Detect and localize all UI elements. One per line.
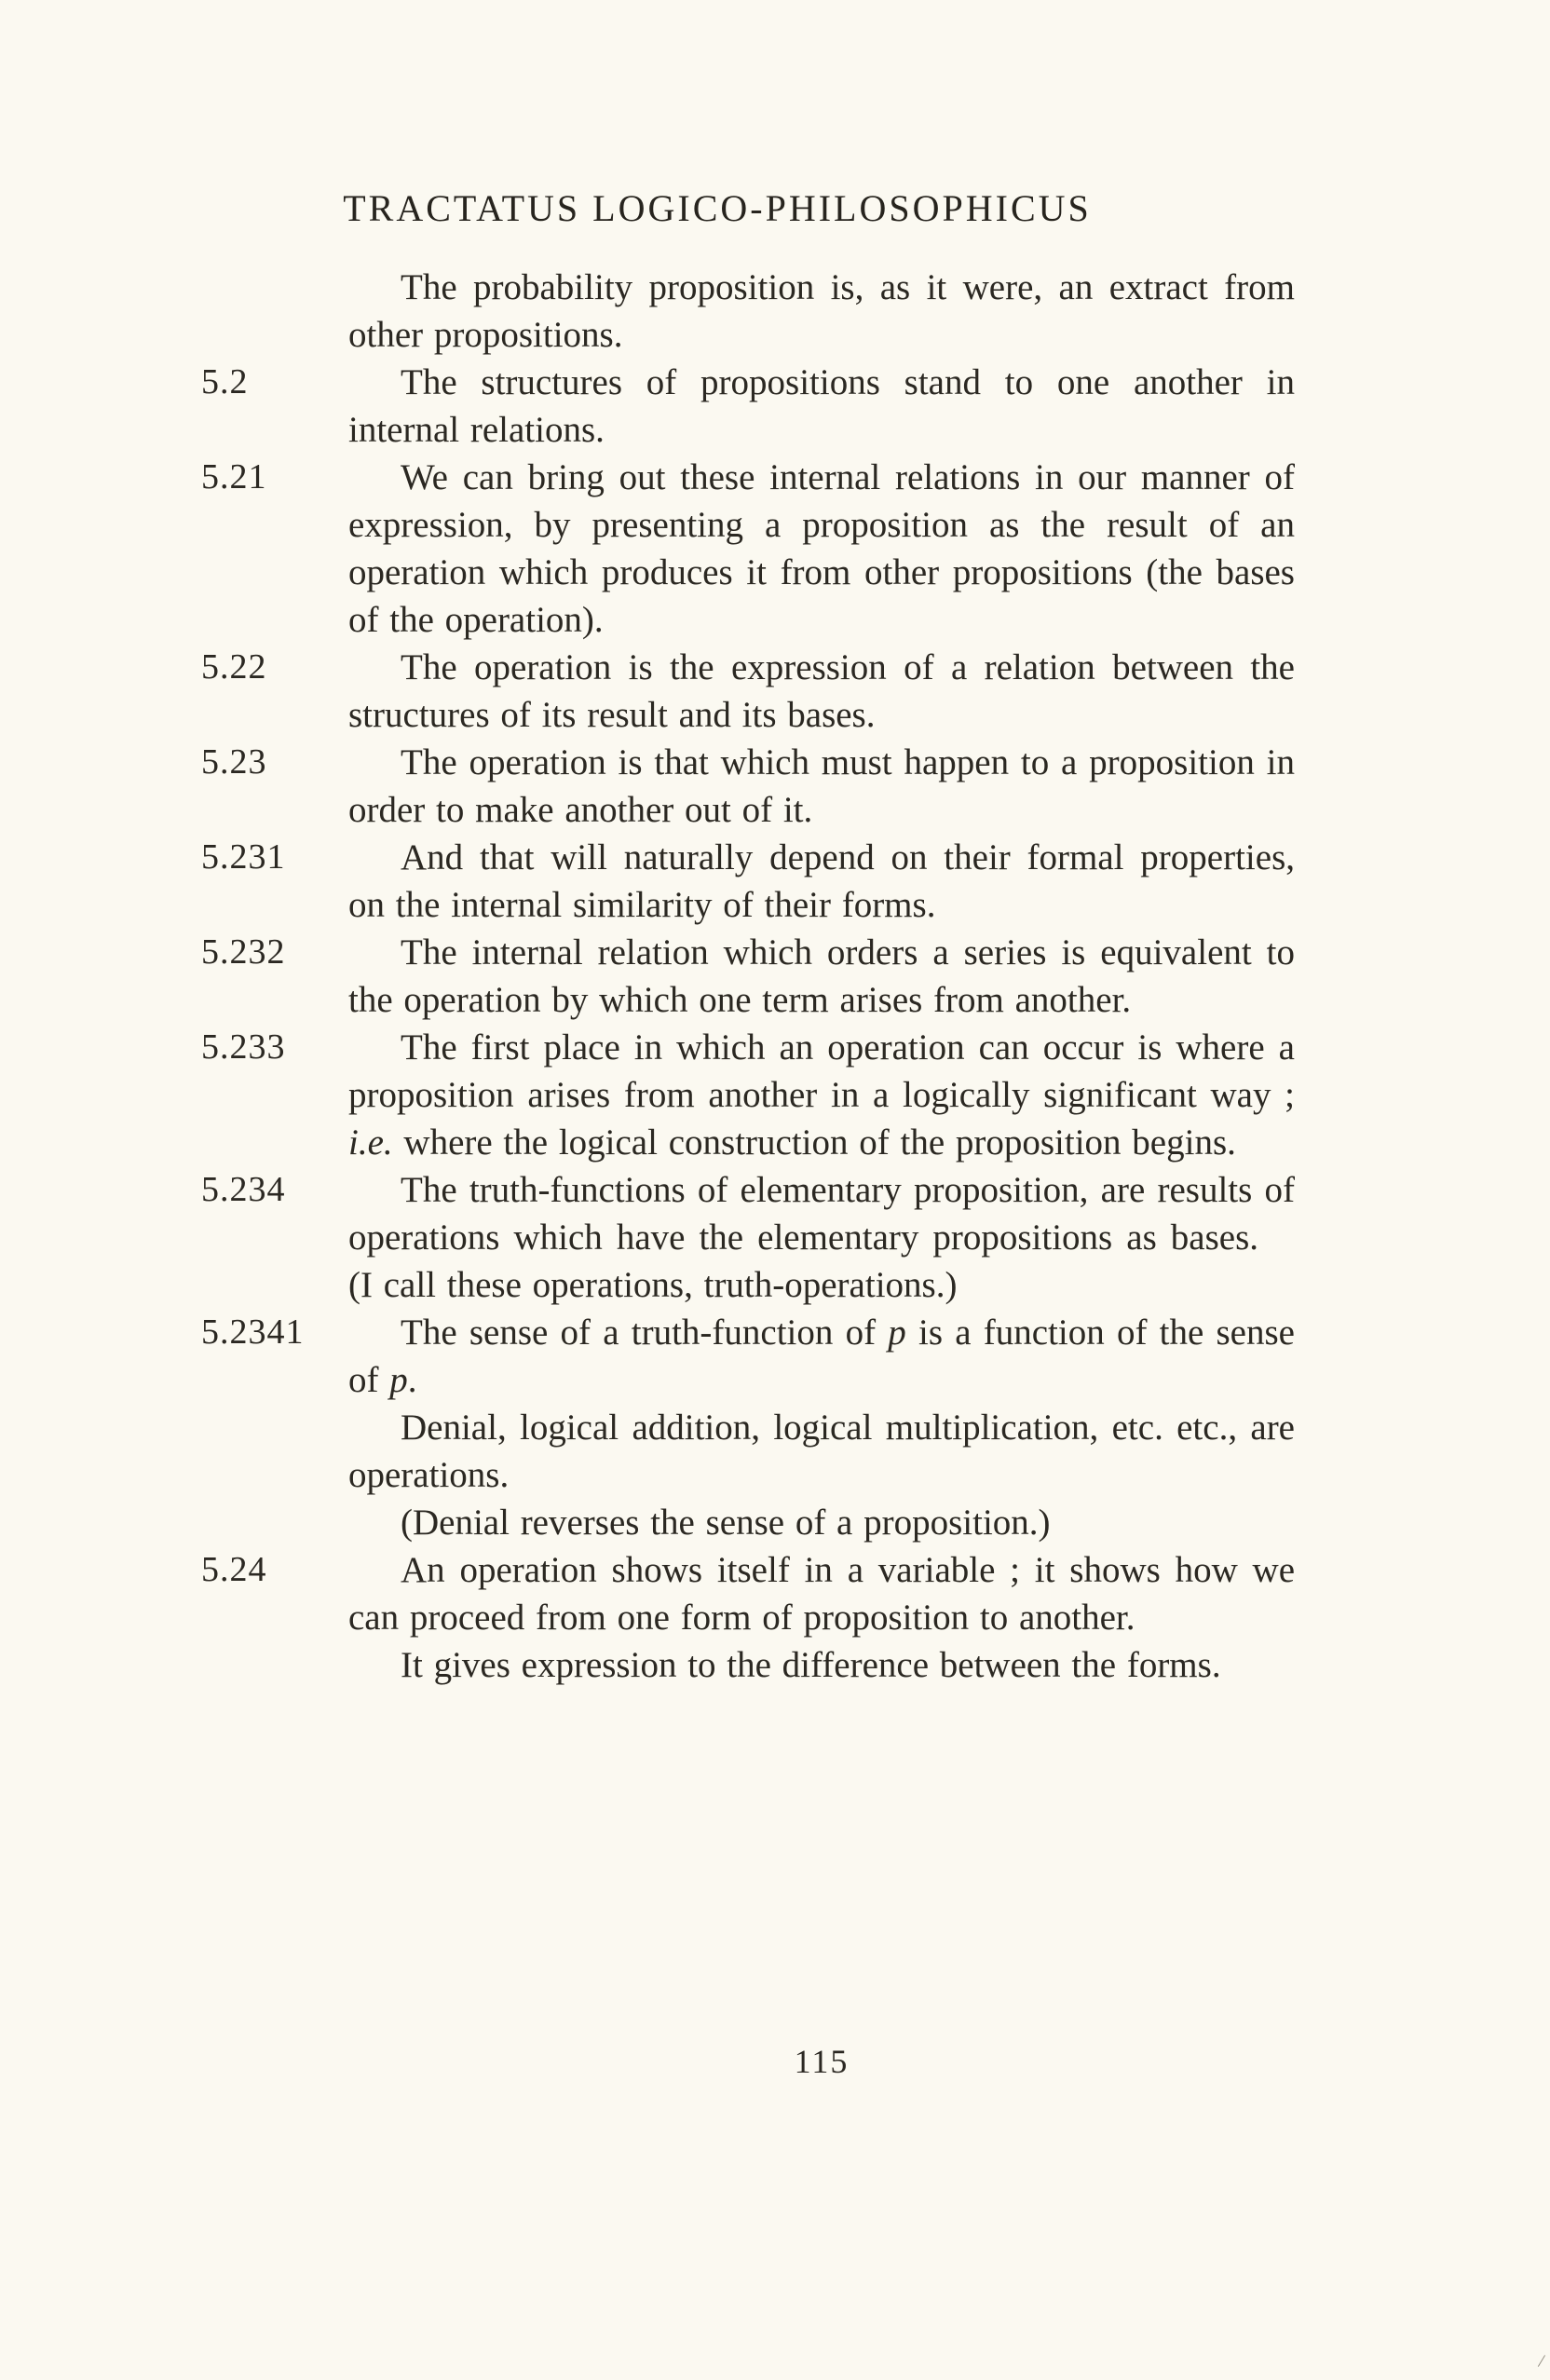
proposition bbox=[348, 1499, 1295, 1546]
proposition-number: 5.231 bbox=[201, 837, 286, 877]
proposition bbox=[348, 264, 1295, 359]
proposition-number: 5.22 bbox=[201, 647, 267, 687]
proposition bbox=[201, 644, 1295, 739]
proposition-number: 5.233 bbox=[201, 1027, 286, 1067]
proposition-text: The sense of a truth-function of p is a function of the sense of p. bbox=[348, 1312, 1295, 1400]
proposition-number: 5.23 bbox=[201, 742, 267, 782]
proposition-text: We can bring out these internal relations in our manner of expression, by presenting a proposition as the result of an operation which produces it from other propositions (the bases of the operation). bbox=[348, 457, 1295, 640]
proposition-text: The probability proposition is, as it were, an extract from other propositions. bbox=[348, 267, 1295, 355]
proposition bbox=[201, 359, 1295, 454]
proposition-text: The truth-functions of elementary proposition, are results of operations which have the elementary propositions as bases. (I call these operations, truth-operations.) bbox=[348, 1170, 1295, 1305]
proposition-text: It gives expression to the difference between the forms. bbox=[401, 1645, 1221, 1685]
proposition-text: The structures of propositions stand to one another in internal relations. bbox=[348, 362, 1295, 450]
proposition-text: An operation shows itself in a variable ; it shows how we can proceed from one form of proposition to another. bbox=[348, 1550, 1295, 1638]
proposition bbox=[201, 929, 1295, 1024]
page-number: 115 bbox=[794, 2043, 850, 2080]
proposition-number: 5.2 bbox=[201, 362, 249, 401]
proposition-number: 5.24 bbox=[201, 1550, 267, 1589]
proposition bbox=[201, 1024, 1295, 1166]
proposition bbox=[201, 1546, 1295, 1641]
proposition-text: (Denial reverses the sense of a proposition.) bbox=[401, 1503, 1051, 1543]
scan-edge-artifact: / bbox=[1537, 2350, 1547, 2373]
proposition-text: Denial, logical addition, logical multiplication, etc. etc., are operations. bbox=[348, 1408, 1295, 1495]
proposition-number: 5.234 bbox=[201, 1170, 286, 1209]
proposition-number: 5.21 bbox=[201, 457, 267, 496]
proposition bbox=[201, 1309, 1295, 1404]
proposition bbox=[201, 454, 1295, 644]
proposition-text: The internal relation which orders a series is equivalent to the operation by which one term arises from another. bbox=[348, 932, 1295, 1020]
propositions-list bbox=[201, 264, 1295, 1689]
page-title: TRACTATUS LOGICO-PHILOSOPHICUS bbox=[343, 187, 1092, 229]
proposition bbox=[348, 1641, 1295, 1689]
proposition-text: The first place in which an operation can occur is where a proposition arises from another in a logically significant way ; i.e. where the logical construction of the proposition begins. bbox=[348, 1027, 1295, 1163]
proposition bbox=[348, 1404, 1295, 1499]
proposition-text: The operation is the expression of a relation between the structures of its result and its bases. bbox=[348, 647, 1295, 735]
proposition-text: The operation is that which must happen to a proposition in order to make another out of it. bbox=[348, 742, 1295, 830]
proposition bbox=[201, 739, 1295, 834]
proposition bbox=[201, 834, 1295, 929]
proposition-text: And that will naturally depend on their formal properties, on the internal similarity of their forms. bbox=[348, 837, 1295, 925]
proposition-number: 5.232 bbox=[201, 932, 286, 972]
proposition bbox=[201, 1166, 1295, 1309]
proposition-number: 5.2341 bbox=[201, 1312, 305, 1352]
